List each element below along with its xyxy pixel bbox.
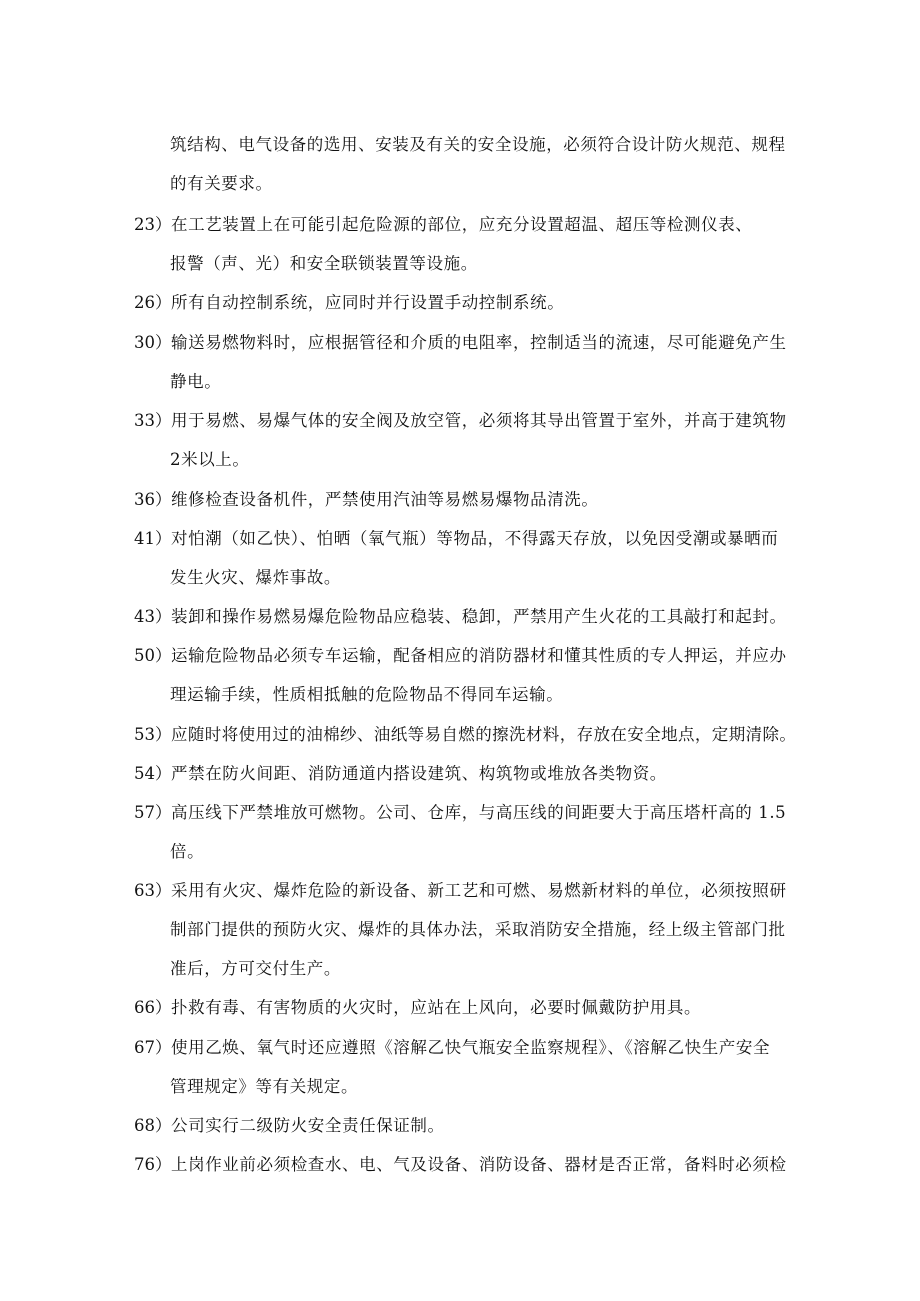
item-line: 静电。 xyxy=(170,372,222,391)
item-line: 严禁在防火间距、消防通道内搭设建筑、构筑物或堆放各类物资。 xyxy=(171,764,667,783)
item-number: 57） xyxy=(134,803,172,822)
item-line: 扑救有毒、有害物质的火灾时，应站在上风向，必要时佩戴防护用具。 xyxy=(171,998,702,1017)
item-number: 26） xyxy=(134,293,172,312)
item-number: 23） xyxy=(134,215,172,234)
item-line: 上岗作业前必须检查水、电、气及设备、消防设备、器材是否正常，备料时必须检 xyxy=(171,1155,787,1174)
item-line: 维修检查设备机件，严禁使用汽油等易燃易爆物品清洗。 xyxy=(171,490,599,509)
item-number: 54） xyxy=(134,764,172,783)
item-line: 用于易燃、易爆气体的安全阀及放空管，必须将其导出管置于室外，并高于建筑物 xyxy=(171,411,787,430)
item-line: 公司实行二级防火安全责任保证制。 xyxy=(171,1116,445,1135)
item-line: 所有自动控制系统，应同时并行设置手动控制系统。 xyxy=(171,293,565,312)
item-number: 76） xyxy=(134,1155,172,1174)
item-number: 66） xyxy=(134,998,172,1017)
item-number: 36） xyxy=(134,490,172,509)
item-number: 67） xyxy=(134,1038,172,1057)
item-line: 管理规定》等有关规定。 xyxy=(170,1077,359,1096)
item-line: 运输危险物品必须专车运输，配备相应的消防器材和懂其性质的专人押运，并应办 xyxy=(171,646,787,665)
continuation-line: 筑结构、电气设备的选用、安装及有关的安全设施，必须符合设计防火规范、规程 xyxy=(170,135,786,154)
item-line: 2米以上。 xyxy=(170,450,250,469)
item-line: 装卸和操作易燃易爆危险物品应稳装、稳卸，严禁用产生火花的工具敲打和起封。 xyxy=(171,607,787,626)
item-line: 理运输手续，性质相抵触的危险物品不得同车运输。 xyxy=(170,685,564,704)
item-number: 43） xyxy=(134,607,172,626)
item-line: 使用乙焕、氧气时还应遵照《溶解乙快气瓶安全监察规程》、《溶解乙快生产安全 xyxy=(171,1038,771,1057)
item-line: 发生火灾、爆炸事故。 xyxy=(170,568,341,587)
item-number: 33） xyxy=(134,411,172,430)
item-number: 63） xyxy=(134,881,172,900)
item-line: 在工艺装置上在可能引起危险源的部位，应充分设置超温、超压等检测仪表、 xyxy=(171,215,753,234)
item-line: 制部门提供的预防火灾、爆炸的具体办法，采取消防安全措施，经上级主管部门批 xyxy=(170,920,786,939)
item-number: 41） xyxy=(134,529,172,548)
item-line: 输送易燃物料时，应根据管径和介质的电阻率，控制适当的流速，尽可能避免产生 xyxy=(171,333,787,352)
item-line: 采用有火灾、爆炸危险的新设备、新工艺和可燃、易燃新材料的单位，必须按照研 xyxy=(171,881,787,900)
item-line: 准后，方可交付生产。 xyxy=(170,959,341,978)
item-line: 对怕潮（如乙快）、怕晒（氧气瓶）等物品，不得露天存放，以免因受潮或暴晒而 xyxy=(171,529,779,548)
continuation-line: 的有关要求。 xyxy=(170,174,273,193)
item-number: 68） xyxy=(134,1116,172,1135)
item-line: 倍。 xyxy=(170,842,205,861)
item-number: 50） xyxy=(134,646,172,665)
item-number: 30） xyxy=(134,333,172,352)
item-line: 高压线下严禁堆放可燃物。公司、仓库，与高压线的间距要大于高压塔杆高的 1.5 xyxy=(171,803,787,822)
item-line: 报警（声、光）和安全联锁装置等设施。 xyxy=(170,254,478,273)
item-number: 53） xyxy=(134,725,172,744)
item-line: 应随时将使用过的油棉纱、油纸等易自燃的擦洗材料，存放在安全地点，定期清除。 xyxy=(171,725,797,744)
